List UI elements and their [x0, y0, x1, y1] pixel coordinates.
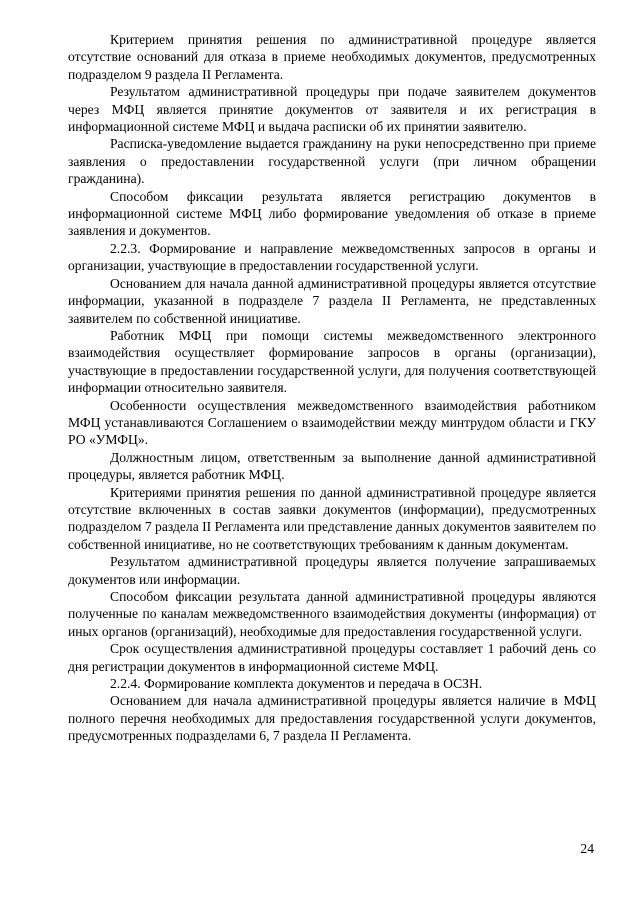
paragraph-procedure-start-basis: Основанием для начала административной процедуры является наличие в МФЦ полного перечня необходимых для предоставления государственной услуги документов, предусмотренных подразделами 6, 7 раздела II Регламента.: [68, 693, 596, 744]
paragraph-decision-criteria: Критериями принятия решения по данной административной процедуре является отсутствие включенных в состав заявки документов (информации), предусмотренных подразделом 7 раздела II Регламента или представление данных документов заявителем по собственной инициативе, но не соответствующих требованиям к данным документам.: [68, 484, 597, 552]
paragraph-responsible-official: Должностным лицом, ответственным за выполнение данной административной процедуры, является работник МФЦ.: [68, 449, 596, 483]
paragraph-procedure-result: Результатом административной процедуры при подаче заявителем документов через МФЦ является принятие документов от заявителя и их регистрация в информационной системе МФЦ и выдача расписки об их принятии заявителю.: [68, 84, 596, 135]
paragraph-receipt-notice: Расписка-уведомление выдается гражданину на руки непосредственно при приеме заявления о предоставлении государственной услуги (при личном обращении гражданина).: [68, 136, 596, 187]
paragraph-result-fixation: Способом фиксации результата является регистрацию документов в информационной системе МФЦ либо формирование уведомления об отказе в приеме заявления и документов.: [68, 188, 596, 239]
paragraph-interagency-requests: Работник МФЦ при помощи системы межведомственного электронного взаимодействия осуществляет формирование запросов в органы (организации), участвующие в предоставлении государственной услуги, для получения соответствующей информации относительно заявителя.: [68, 327, 596, 396]
page-number: 24: [580, 841, 594, 856]
paragraph-result-fixation-method: Способом фиксации результата данной административной процедуры являются полученные по каналам межведомственного взаимодействия документы (информация) от иных органов (организаций), необходимые для предоставления государственной услуги.: [68, 589, 596, 639]
section-heading-2-2-3: 2.2.3. Формирование и направление межведомственных запросов в органы и организации, участвующие в предоставлении государственной услуги.: [68, 240, 596, 274]
section-heading-2-2-4: 2.2.4. Формирование комплекта документов и передача в ОСЗН.: [110, 676, 483, 692]
paragraph-result-documents: Результатом административной процедуры является получение запрашиваемых документов или информации.: [68, 554, 596, 587]
paragraph-procedure-basis: Основанием для начала данной административной процедуры является отсутствие информации, указанной в подразделе 7 раздела II Регламента, не представленных заявителем по собственной инициативе.: [68, 275, 596, 326]
paragraph-procedure-term: Срок осуществления административной процедуры составляет 1 рабочий день со дня регистрации документов в информационной системе МФЦ.: [68, 641, 596, 674]
document-body: [68, 31, 596, 745]
paragraph-acceptance-criterion: Критерием принятия решения по административной процедуре является отсутствие оснований для отказа в приеме необходимых документов, предусмотренных подразделом 9 раздела II Регламента.: [68, 32, 596, 82]
paragraph-interaction-features: Особенности осуществления межведомственного взаимодействия работником МФЦ устанавливаются Соглашением о взаимодействии между минтрудом области и ГКУ РО «УМФЦ».: [68, 397, 596, 448]
